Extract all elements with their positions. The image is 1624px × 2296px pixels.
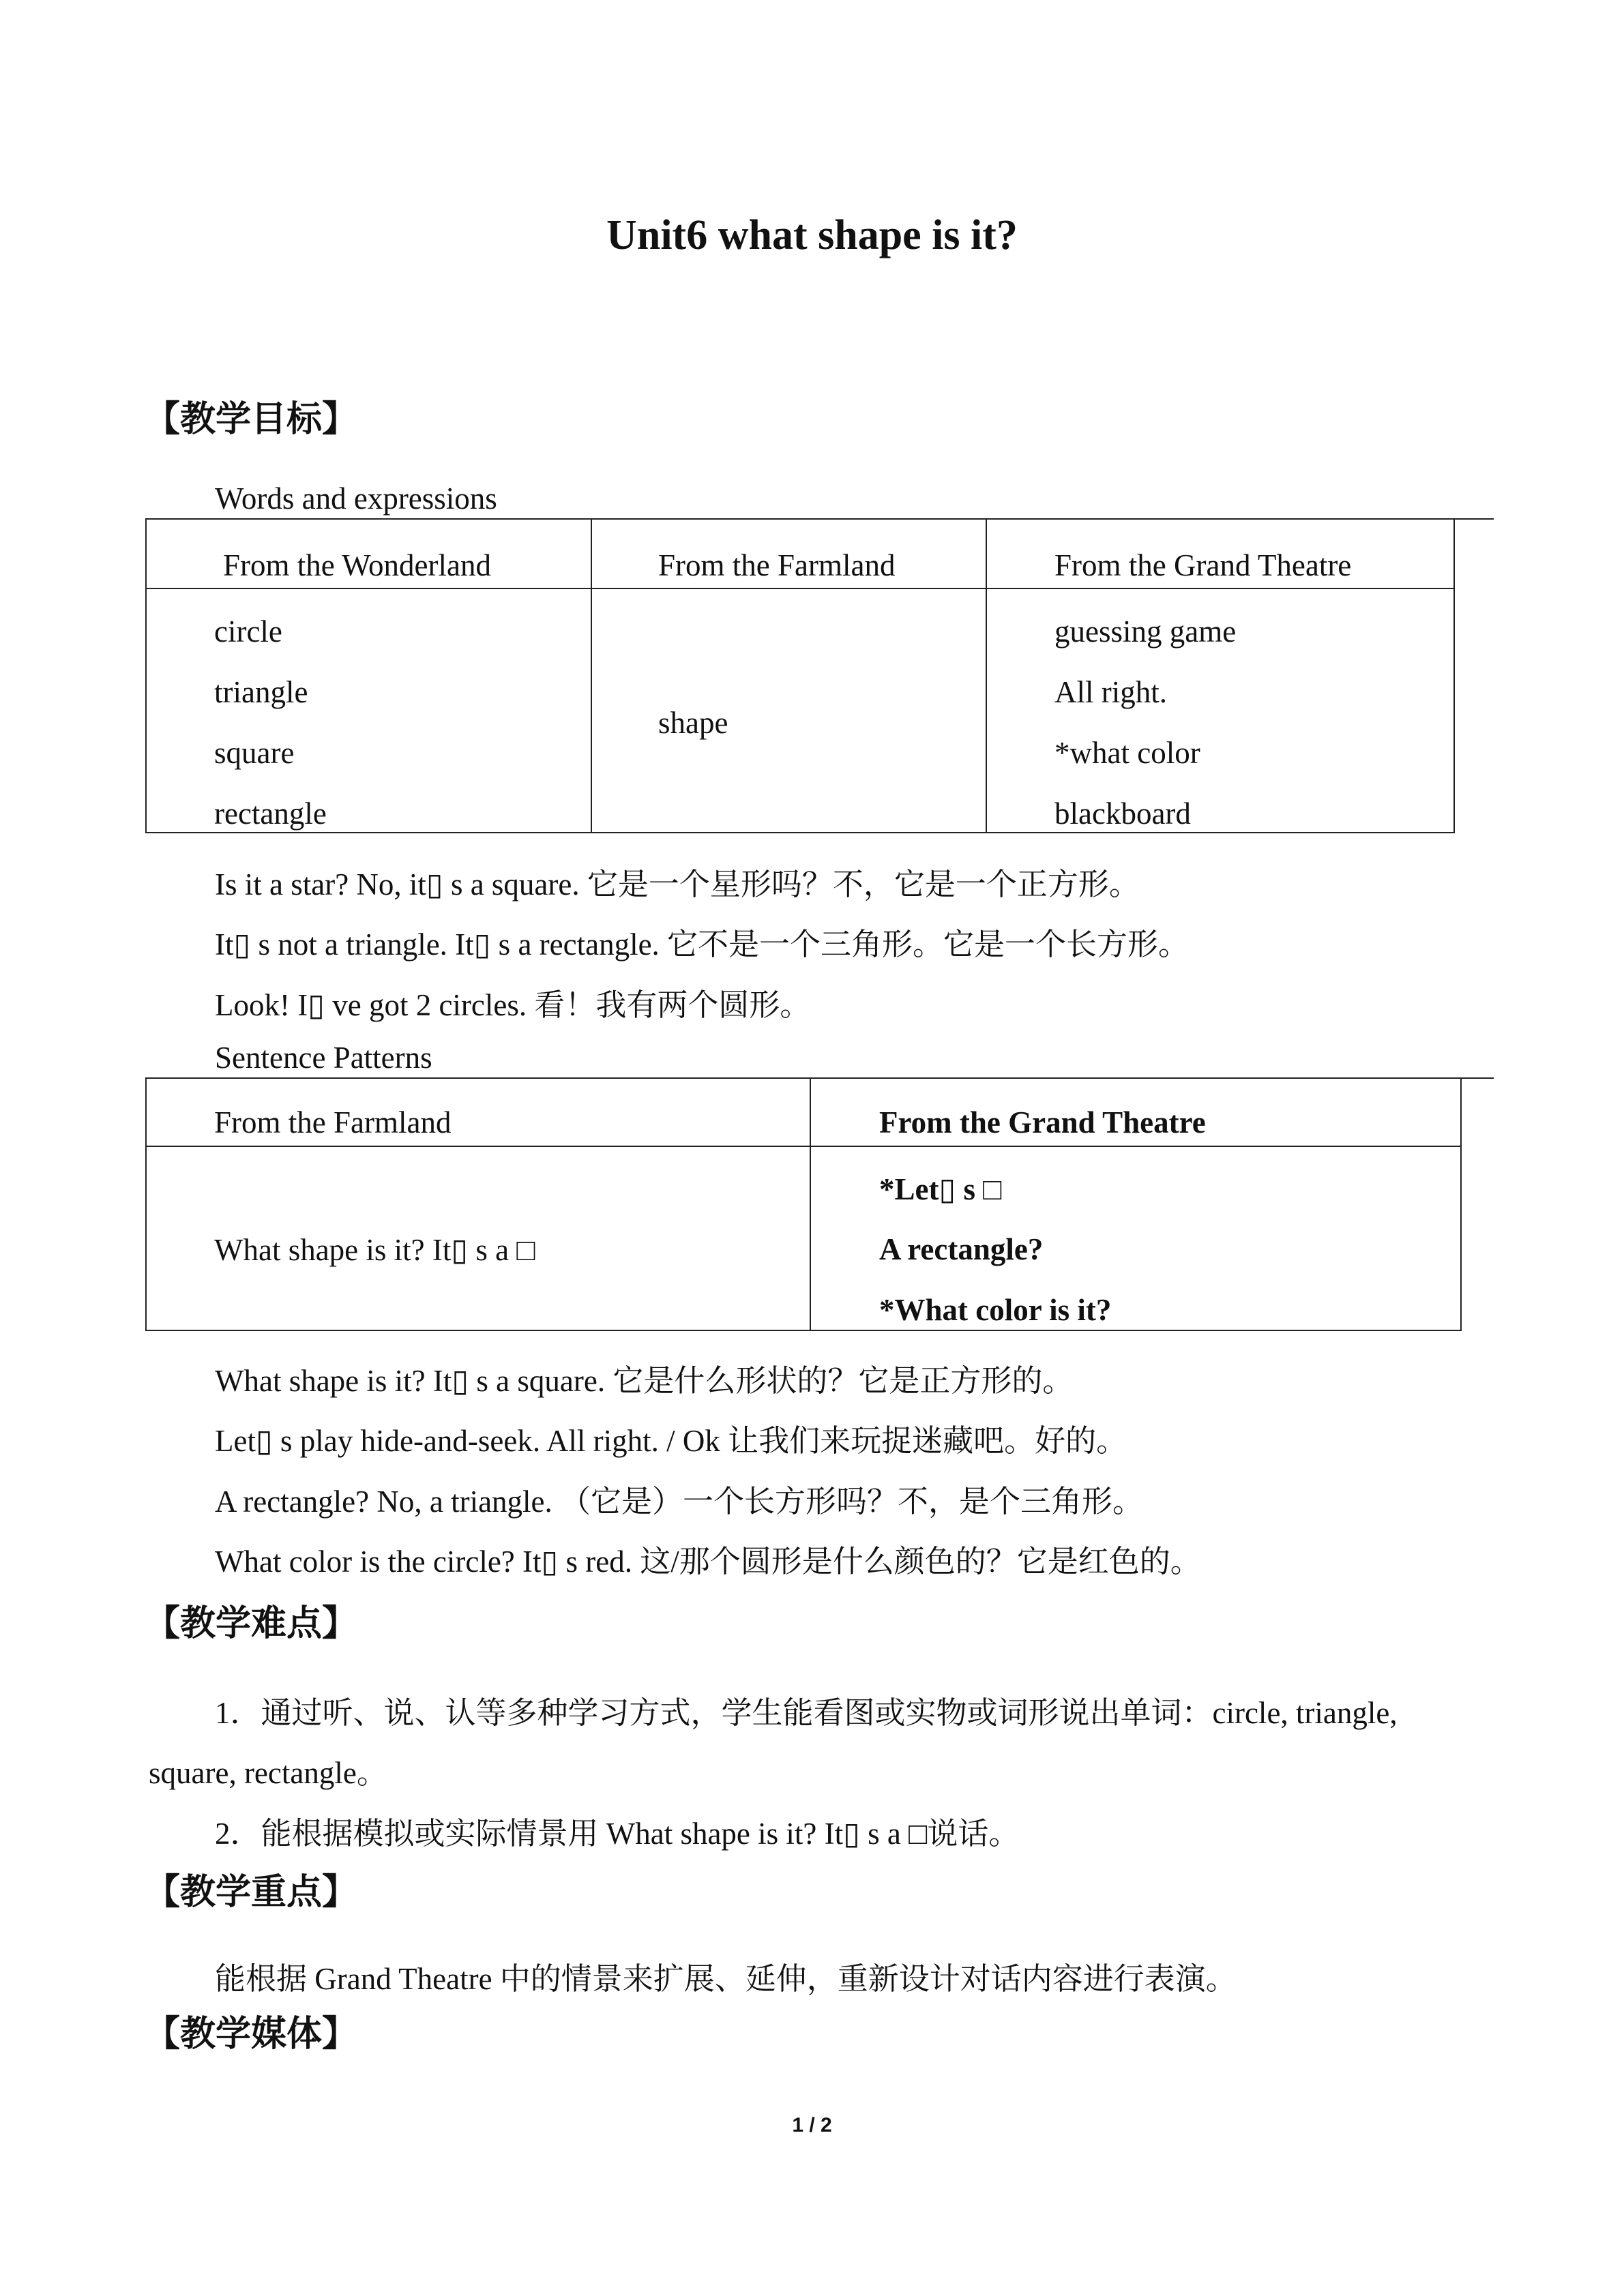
page-title: Unit6 what shape is it? [606, 212, 1018, 258]
table-cell: All right. [1054, 675, 1167, 709]
table-cell: *Let▯ s □ [879, 1172, 1002, 1206]
key-points-text: 能根据 Grand Theatre 中的情景来扩展、延伸，重新设计对话内容进行表演。 [215, 1962, 1237, 1996]
table-header: From the Farmland [658, 548, 896, 582]
patterns-section-label: Sentence Patterns [215, 1041, 432, 1075]
table-header: From the Wonderland [223, 548, 491, 582]
table-cell: guessing game [1054, 614, 1237, 648]
table-rule [145, 518, 1494, 520]
example-sentence: Is it a star? No, it▯ s a square. 它是一个星形吗？不，它是一个正方形。 [215, 867, 1140, 901]
table-cell: shape [658, 706, 728, 740]
table-cell: A rectangle? [879, 1232, 1044, 1266]
table-cell: *what color [1054, 736, 1200, 770]
table-header: From the Farmland [214, 1105, 452, 1139]
difficulty-item: 1．通过听、说、认等多种学习方式，学生能看图或实物或词形说出单词：circle, triangle, [215, 1696, 1398, 1730]
table-rule [145, 832, 1455, 833]
table-rule [986, 518, 987, 833]
example-sentence: It▯ s not a triangle. It▯ s a rectangle. 它不是一个三角形。它是一个长方形。 [215, 927, 1190, 961]
table-cell: blackboard [1054, 796, 1191, 831]
table-rule [145, 1077, 147, 1331]
table-cell: circle [214, 614, 282, 648]
table-rule [145, 1146, 1462, 1147]
difficulty-item: 2．能根据模拟或实际情景用 What shape is it? It▯ s a □说话。 [215, 1817, 1020, 1851]
table-header: From the Grand Theatre [879, 1105, 1206, 1139]
difficulty-item: square, rectangle。 [149, 1756, 387, 1790]
page-number: 1 / 2 [792, 2114, 832, 2136]
table-rule [145, 1077, 1494, 1079]
table-header: From the Grand Theatre [1054, 548, 1352, 582]
example-sentence: Let▯ s play hide-and-seek. All right. / Ok 让我们来玩捉迷藏吧。好的。 [215, 1424, 1127, 1458]
example-sentence: A rectangle? No, a triangle. （它是）一个长方形吗？不，是个三角形。 [215, 1485, 1144, 1519]
table-rule [145, 1330, 1462, 1331]
example-sentence: What shape is it? It▯ s a square. 它是什么形状的？它是正方形的。 [215, 1364, 1074, 1398]
table-cell: *What color is it? [879, 1293, 1112, 1327]
table-rule [591, 518, 592, 833]
example-sentence: What color is the circle? It▯ s red. 这/那个圆形是什么颜色的？它是红色的。 [215, 1545, 1201, 1579]
table-cell: square [214, 736, 295, 770]
table-cell: rectangle [214, 796, 327, 831]
table-rule [145, 518, 147, 833]
table-rule [1453, 518, 1455, 833]
example-sentence: Look! I▯ ve got 2 circles. 看！我有两个圆形。 [215, 988, 811, 1022]
section-heading-objectives: 【教学目标】 [145, 399, 358, 440]
table-rule [1460, 1077, 1462, 1331]
table-rule [810, 1077, 811, 1331]
table-cell: What shape is it? It▯ s a □ [214, 1233, 535, 1267]
section-heading-key-points: 【教学重点】 [145, 1872, 358, 1913]
section-heading-media: 【教学媒体】 [145, 2014, 358, 2055]
words-section-label: Words and expressions [215, 481, 497, 516]
section-heading-difficulties: 【教学难点】 [145, 1603, 358, 1644]
table-cell: triangle [214, 675, 308, 709]
table-rule [145, 588, 1455, 589]
